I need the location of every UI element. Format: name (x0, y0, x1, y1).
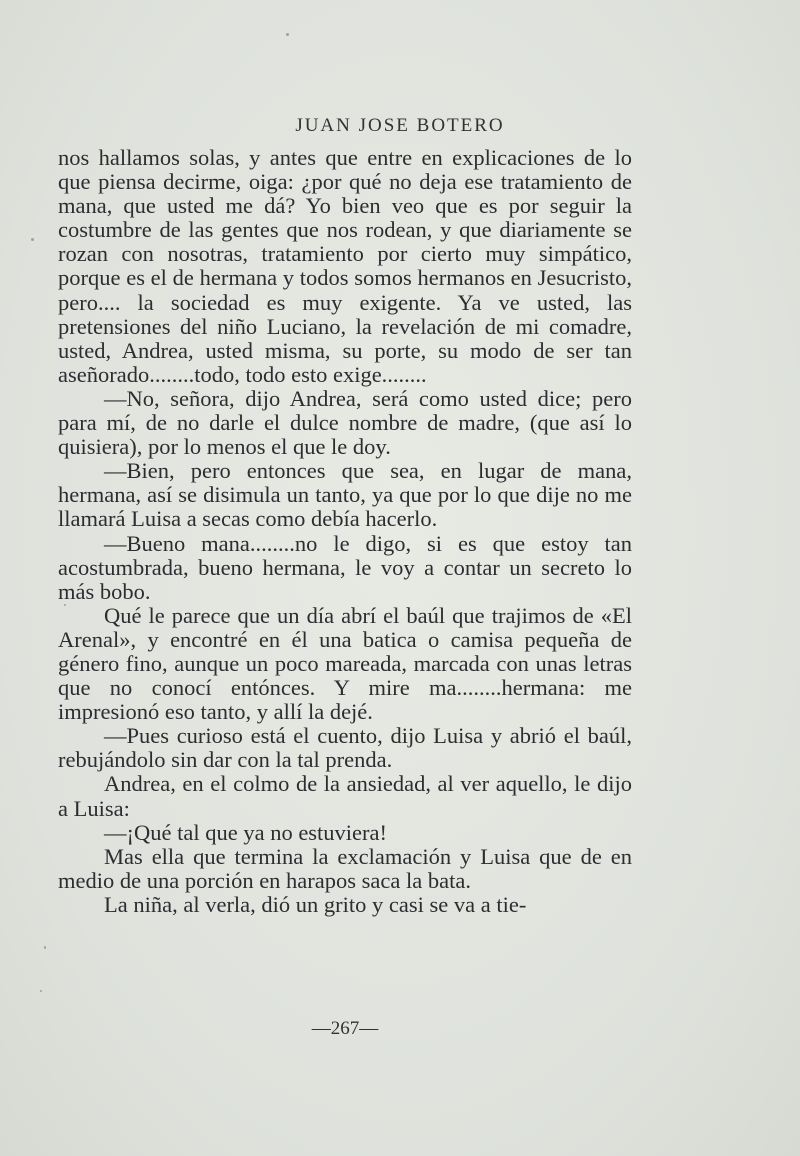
paragraph: —No, señora, dijo Andrea, será como usted dice; pero para mí, de no darle el dulce nombre de madre, (que así lo quisiera), por lo menos el que le doy. (58, 385, 632, 460)
running-head: JUAN JOSE BOTERO (295, 115, 505, 136)
paper-speck (31, 238, 34, 241)
paragraph: Qué le parece que un día abrí el baúl que trajimos de «El Arenal», y encontré en él una batica o camisa pequeña de género fino, aunque un poco mareada, marcada con unas letras que no conocí entónces. Y mire ma........hermana: me impresionó eso tanto, y allí la dejé. (58, 602, 632, 725)
paragraph: —Bien, pero entonces que sea, en lugar de mana, hermana, así se disimula un tanto, ya que por lo que dije no me llamará Luisa a secas como debía hacerlo. (58, 458, 632, 532)
paper-speck (40, 990, 42, 992)
paper-speck (44, 946, 46, 949)
paper-speck (286, 33, 289, 36)
paragraph: —Bueno mana........no le digo, si es que estoy tan acostumbrada, bueno hermana, le voy a contar un secreto lo más bobo. (58, 530, 632, 604)
paragraph: Andrea, en el colmo de la ansiedad, al ver aquello, le dijo a Luisa: (58, 771, 632, 821)
paragraph: La niña, al verla, dió un grito y casi se va a tie- (104, 891, 527, 917)
paragraph: Mas ella que termina la exclamación y Luisa que de en medio de una porción en harapos saca la bata. (58, 843, 632, 893)
paragraph: nos hallamos solas, y antes que entre en explicaciones de lo que piensa decirme, oiga: ¿por qué no deja ese tratamiento de mana, que usted me dá? Yo bien veo que es por seguir la costumbre de las gentes que nos rodean, y que diariamente se rozan con nosotras, tratamiento por cierto muy simpático, porque es el de hermana y todos somos hermanos en Jesucristo, pero.... la sociedad es muy exigente. Ya ve usted, las pretensiones del niño Luciano, la revelación de mi comadre, usted, Andrea, usted misma, su porte, su modo de ser tan aseñorado........todo, todo esto exige........ (58, 145, 632, 387)
paragraph: —Pues curioso está el cuento, dijo Luisa y abrió el baúl, rebujándolo sin dar con la tal prenda. (58, 723, 632, 773)
body-text (58, 146, 632, 917)
paragraph: —¡Qué tal que ya no estuviera! (104, 819, 388, 845)
page-number: —267— (311, 1018, 379, 1039)
